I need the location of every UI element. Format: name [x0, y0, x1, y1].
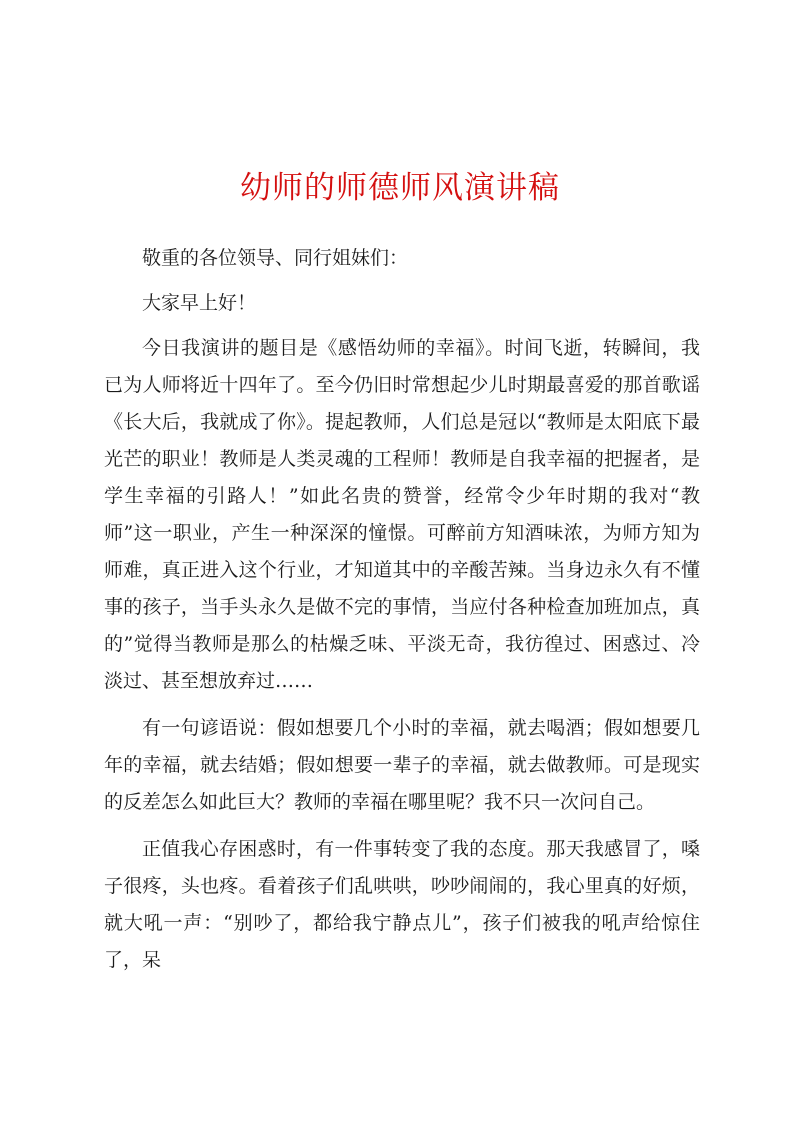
salutation-paragraph: 敬重的各位领导、同行姐妹们：: [142, 247, 409, 269]
document-body: [104, 240, 700, 979]
body-paragraph-2: 有一句谚语说：假如想要几个小时的幸福，就去喝酒；假如想要几年的幸福，就去结婚；假如想要一辈子的幸福，就去做教师。可是现实的反差怎么如此巨大？教师的幸福在哪里呢？我不只一次问自己。: [104, 717, 700, 813]
greeting-paragraph: 大家早上好！: [142, 292, 257, 314]
document-title: 幼师的师德师风演讲稿: [240, 170, 560, 206]
body-paragraph-3: 正值我心存困惑时，有一件事转变了我的态度。那天我感冒了，嗓子很疼，头也疼。看着孩子们乱哄哄，吵吵闹闹的，我心里真的好烦，就大吼一声：“别吵了，都给我宁静点儿”，孩子们被我的吼声给惊住了，呆: [104, 838, 700, 971]
body-paragraph-1: 今日我演讲的题目是《感悟幼师的幸福》。时间飞逝，转瞬间，我已为人师将近十四年了。至今仍旧时常想起少儿时期最喜爱的那首歌谣《长大后，我就成了你》。提起教师，人们总是冠以“教师是太阳底下最光芒的职业！教师是人类灵魂的工程师！教师是自我幸福的把握者，是学生幸福的引路人！”如此名贵的赞誉，经常令少年时期的我对“教师”这一职业，产生一种深深的憧憬。可醉前方知酒味浓，为师方知为师难，真正进入这个行业，才知道其中的辛酸苦辣。当身边永久有不懂事的孩子，当手头永久是做不完的事情，当应付各种检查加班加点，真的”觉得当教师是那么的枯燥乏味、平淡无奇，我彷徨过、困惑过、冷淡过、甚至想放弃过……: [104, 337, 700, 692]
